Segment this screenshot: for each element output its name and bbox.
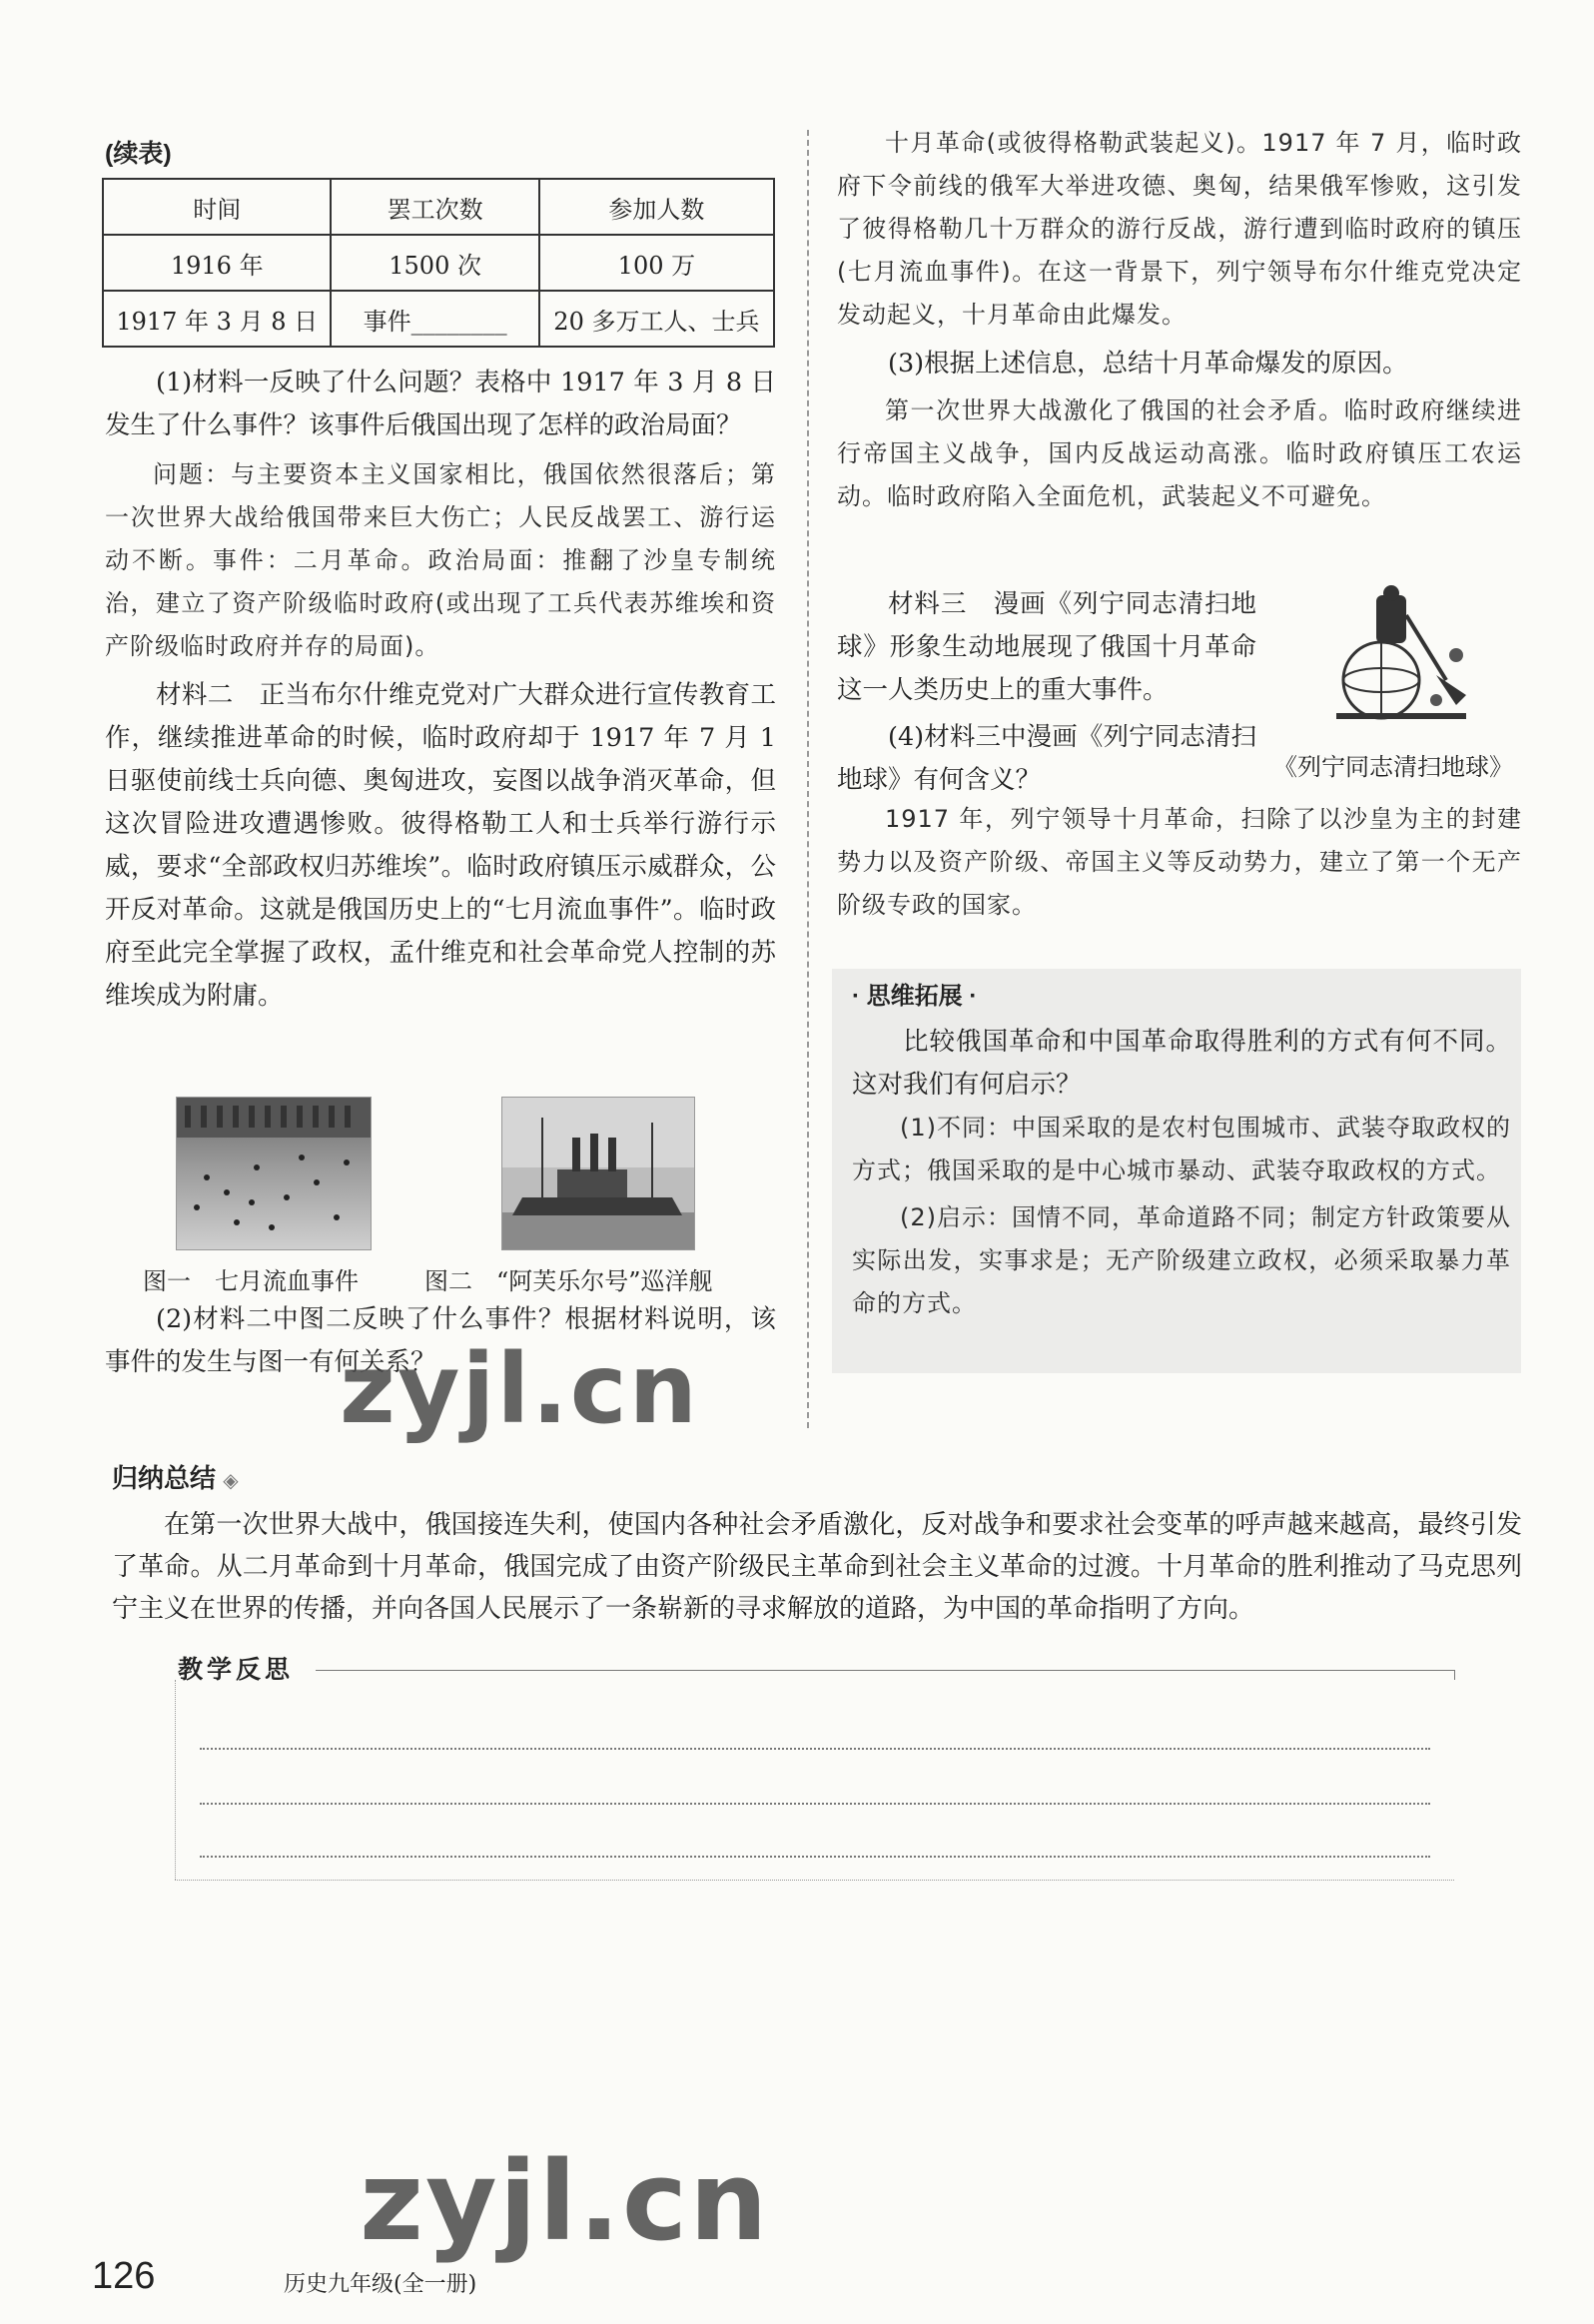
summary-text: 在第一次世界大战中，俄国接连失利，使国内各种社会矛盾激化，反对战争和要求社会变革的呼声越来越高，最终引发了革命。从二月革命到十月革命，俄国完成了由资产阶级民主革命到社会主义革命的过渡。十月革命的胜利推动了马克思列宁主义在世界的传播，并向各国人民展示了一条崭新的寻求解放的道路，为中国的革命指明了方向。 xyxy=(112,1510,1522,1624)
table-header: 时间 xyxy=(103,179,331,235)
strike-table xyxy=(102,178,775,348)
answer-3: 第一次世界大战激化了俄国的社会矛盾。临时政府继续进行帝国主义战争，国内反战运动高涨。临时政府镇压工农运动。临时政府陷入全面危机，武装起义不可避免。 xyxy=(837,396,1522,510)
figure-1-caption: 图一 七月流血事件 xyxy=(143,1267,359,1295)
table-row xyxy=(103,235,774,291)
lenin-cartoon xyxy=(1316,585,1486,731)
table-header: 参加人数 xyxy=(539,179,774,235)
column-divider xyxy=(807,130,809,1428)
reflection-top-rule xyxy=(316,1670,1454,1671)
reflection-line xyxy=(200,1748,1430,1750)
answer-1: 问题：与主要资本主义国家相比，俄国依然很落后；第一次世界大战给俄国带来巨大伤亡；人民反战罢工、游行运动不断。事件：二月革命。政治局面：推翻了沙皇专制统治，建立了资产阶级临时政府(或出现了工兵代表苏维埃和资产阶级临时政府并存的局面)。 xyxy=(105,460,776,660)
page-number: 126 xyxy=(92,2255,156,2297)
right-column xyxy=(837,122,1522,518)
question-2: (2)材料二中图二反映了什么事件？根据材料说明，该事件的发生与图一有何关系？ xyxy=(105,1304,776,1377)
july-days-photo xyxy=(176,1097,372,1250)
table-cell: 事件________ xyxy=(331,291,538,347)
answer-4-block xyxy=(837,798,1522,927)
question-3: (3)根据上述信息，总结十月革命爆发的原因。 xyxy=(888,349,1408,379)
figure-2-caption: 图二 “阿芙乐尔号”巡洋舰 xyxy=(424,1267,713,1295)
book-title: 历史九年级(全一册) xyxy=(284,2272,477,2297)
thinking-question: 比较俄国革命和中国革命取得胜利的方式有何不同。这对我们有何启示？ xyxy=(852,1027,1511,1100)
summary-title xyxy=(112,1458,239,1495)
left-column xyxy=(105,362,776,1018)
table-caption: (续表) xyxy=(105,140,172,168)
reflection-frame-left xyxy=(175,1680,176,1880)
thinking-answer-2: (2)启示：国情不同，革命道路不同；制定方针政策要从实际出发，实事求是；无产阶级建立政权，必须采取暴力革命的方式。 xyxy=(852,1203,1511,1317)
material-2: 材料二 正当布尔什维克党对广大群众进行宣传教育工作，继续推进革命的时候，临时政府却于 1917 年 7 月 1 日驱使前线士兵向德、奥匈进攻，妄图以战争消灭革命，但这次冒险进攻遭遇惨败。彼得格勒工人和士兵举行游行示威，要求“全部政权归苏维埃”。临时政府镇压示威群众，公开反对革命。这就是俄国历史上的“七月流血事件”。临时政府至此完全掌握了政权，孟什维克和社会革命党人控制的苏维埃成为附庸。 xyxy=(105,680,776,1011)
table-cell: 1917 年 3 月 8 日 xyxy=(103,291,331,347)
table-cell: 1916 年 xyxy=(103,235,331,291)
cartoon-caption: 《列宁同志清扫地球》 xyxy=(1273,753,1513,781)
answer-2: 十月革命(或彼得格勒武装起义)。1917 年 7 月，临时政府下令前线的俄军大举进攻德、奥匈，结果俄军惨败，这引发了彼得格勒几十万群众的游行反战，游行遭到临时政府的镇压(七月流血事件)。在这一背景下，列宁领导布尔什维克党决定发动起义，十月革命由此爆发。 xyxy=(837,129,1522,329)
summary-title-text: 归纳总结 xyxy=(112,1463,217,1493)
watermark: zyjl.cn xyxy=(360,2137,770,2265)
reflection-bottom-rule xyxy=(175,1880,1454,1881)
material-3-block xyxy=(837,583,1256,802)
thinking-answer-1: (1)不同：中国采取的是农村包围城市、武装夺取政权的方式；俄国采取的是中心城市暴动、武装夺取政权的方式。 xyxy=(852,1114,1511,1184)
reflection-line xyxy=(200,1856,1430,1858)
table-row xyxy=(103,291,774,347)
diamond-icon: ◈ xyxy=(223,1470,239,1492)
table-header-row xyxy=(103,179,774,235)
reflection-line xyxy=(200,1803,1430,1805)
watermark: zyjl.cn xyxy=(340,1333,699,1445)
aurora-cruiser-photo xyxy=(501,1097,695,1250)
question-1: (1)材料一反映了什么问题？表格中 1917 年 3 月 8 日发生了什么事件？该事件后俄国出现了怎样的政治局面？ xyxy=(105,368,776,440)
table-cell: 20 多万工人、士兵 xyxy=(539,291,774,347)
answer-4: 1917 年，列宁领导十月革命，扫除了以沙皇为主的封建势力以及资产阶级、帝国主义等反动势力，建立了第一个无产阶级专政的国家。 xyxy=(837,805,1522,919)
question-4: (4)材料三中漫画《列宁同志清扫地球》有何含义？ xyxy=(837,722,1256,795)
thinking-extension-title: · 思维拓展 · xyxy=(852,983,978,1010)
table-header: 罢工次数 xyxy=(331,179,538,235)
reflection-title: 教学反思 xyxy=(178,1656,295,1684)
table-cell: 1500 次 xyxy=(331,235,538,291)
thinking-extension-body xyxy=(852,1021,1511,1325)
material-3: 材料三 漫画《列宁同志清扫地球》形象生动地展现了俄国十月革命这一人类历史上的重大事件。 xyxy=(837,589,1256,705)
reflection-frame-right xyxy=(1454,1670,1455,1680)
table-cell: 100 万 xyxy=(539,235,774,291)
